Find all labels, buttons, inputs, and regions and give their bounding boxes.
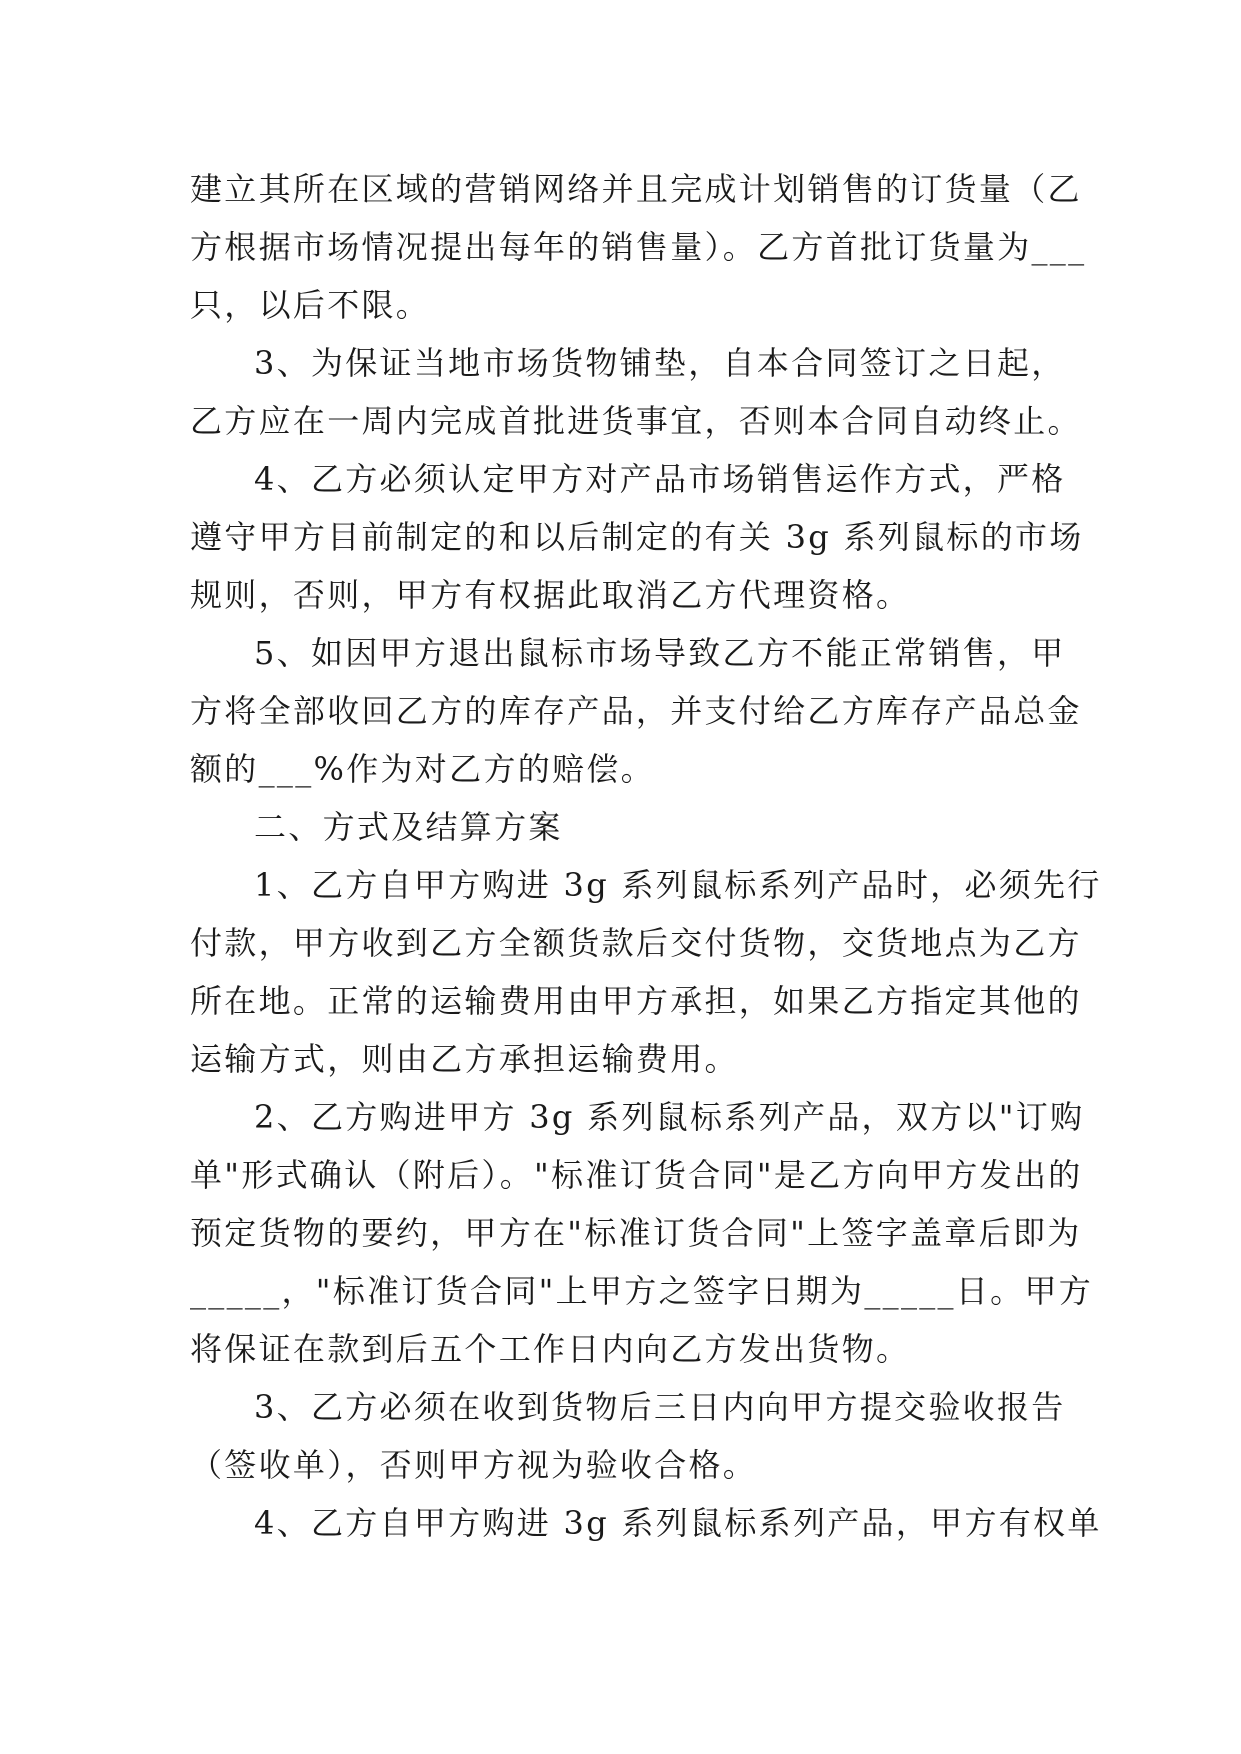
text-line: 预定货物的要约，甲方在"标准订货合同"上签字盖章后即为 [190, 1214, 1082, 1252]
text-line: 方根据市场情况提出每年的销售量）。乙方首批订货量为___ [190, 228, 1087, 266]
text-line: 将保证在款到后五个工作日内向乙方发出货物。 [190, 1330, 911, 1368]
text-line: 4、乙方自甲方购进 3g 系列鼠标系列产品，甲方有权单 [254, 1504, 1102, 1542]
text-line: 2、乙方购进甲方 3g 系列鼠标系列产品，双方以"订购 [254, 1098, 1085, 1136]
text-line: 4、乙方必须认定甲方对产品市场销售运作方式，严格 [254, 460, 1066, 498]
text-line: 单"形式确认（附后）。"标准订货合同"是乙方向甲方发出的 [190, 1156, 1083, 1194]
text-line: 乙方应在一周内完成首批进货事宜，否则本合同自动终止。 [190, 402, 1082, 440]
text-line: 运输方式，则由乙方承担运输费用。 [190, 1040, 739, 1078]
text-line: 只，以后不限。 [190, 286, 431, 324]
text-line: 方将全部收回乙方的库存产品，并支付给乙方库存产品总金 [190, 692, 1082, 730]
text-line: 付款，甲方收到乙方全额货款后交付货物，交货地点为乙方 [190, 924, 1082, 962]
text-line: 1、乙方自甲方购进 3g 系列鼠标系列产品时，必须先行 [254, 866, 1102, 904]
text-line: 额的___%作为对乙方的赔偿。 [190, 750, 655, 788]
text-line: 遵守甲方目前制定的和以后制定的有关 3g 系列鼠标的市场 [190, 518, 1084, 556]
document-body [190, 160, 1102, 1552]
text-line: 建立其所在区域的营销网络并且完成计划销售的订货量（乙 [190, 170, 1082, 208]
text-line: （签收单），否则甲方视为验收合格。 [190, 1446, 758, 1484]
text-line: 所在地。正常的运输费用由甲方承担，如果乙方指定其他的 [190, 982, 1082, 1020]
text-line: 二、方式及结算方案 [254, 808, 563, 846]
text-line: 5、如因甲方退出鼠标市场导致乙方不能正常销售，甲 [254, 634, 1066, 672]
text-line: 3、乙方必须在收到货物后三日内向甲方提交验收报告 [254, 1388, 1066, 1426]
text-line: 规则，否则，甲方有权据此取消乙方代理资格。 [190, 576, 911, 614]
text-line: _____，"标准订货合同"上甲方之签字日期为_____日。甲方 [190, 1272, 1094, 1310]
text-line: 3、为保证当地市场货物铺垫，自本合同签订之日起， [254, 344, 1066, 382]
